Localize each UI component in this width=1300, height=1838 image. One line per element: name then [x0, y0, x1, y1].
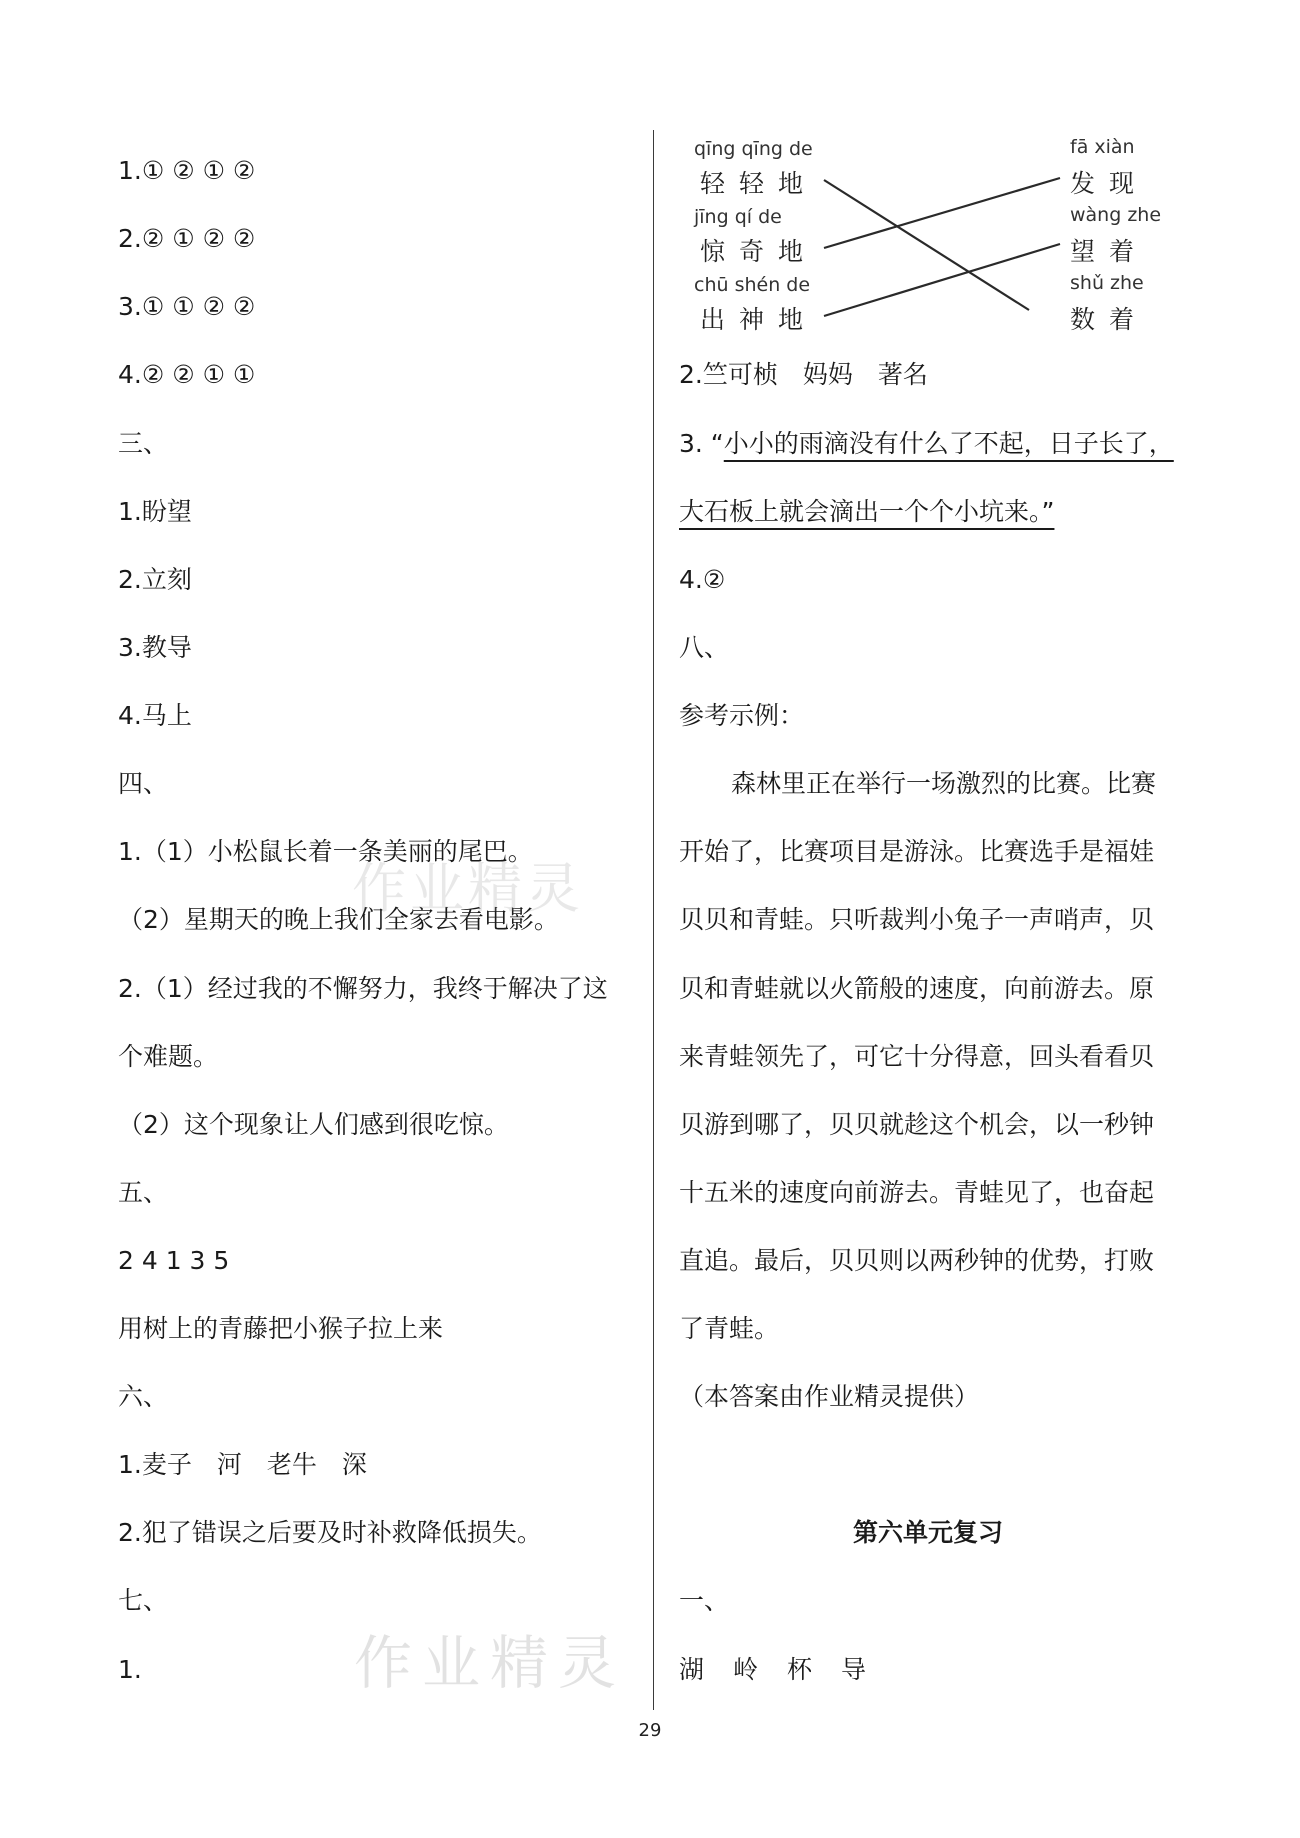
essay-line: 了青蛙。	[679, 1314, 780, 1343]
pinyin-label: shǔ zhe	[1070, 272, 1144, 294]
hanzi-label: 惊奇地	[700, 237, 818, 266]
essay-line: 十五米的速度向前游去。青蛙见了，也奋起	[679, 1178, 1155, 1207]
answer-line: 2.立刻	[118, 565, 192, 594]
pinyin-label: chū shén de	[694, 274, 811, 296]
pinyin-label: jīng qí de	[694, 206, 782, 228]
match-line	[824, 180, 1029, 310]
hanzi-label: 望着	[1070, 237, 1149, 266]
answer-line: 湖 岭 杯 导	[679, 1655, 869, 1684]
underlined-quote: 小小的雨滴没有什么了不起，日子长了，	[723, 429, 1174, 458]
answer-line: 1.麦子 河 老牛 深	[118, 1450, 367, 1479]
matching-diagram	[692, 134, 1192, 334]
hanzi-label: 发现	[1070, 169, 1149, 198]
section-heading: 八、	[679, 633, 730, 662]
pinyin-label: wàng zhe	[1070, 204, 1162, 226]
match-line	[824, 178, 1060, 248]
essay-line: 森林里正在举行一场激烈的比赛。比赛	[731, 769, 1157, 798]
section-heading: 三、	[118, 429, 169, 458]
essay-line: 直追。最后，贝贝则以两秒钟的优势，打败	[679, 1246, 1155, 1275]
matching-lines	[692, 134, 1192, 334]
underlined-quote: 大石板上就会滴出一个个小坑来。”	[679, 497, 1055, 526]
answer-line: 3.教导	[118, 633, 192, 662]
section-heading: 六、	[118, 1382, 169, 1411]
answer-line: 1.	[118, 1655, 142, 1684]
answer-line: 1.盼望	[118, 497, 192, 526]
quote-prefix: 3. “	[679, 429, 724, 458]
answer-line	[679, 427, 1174, 461]
watermark-stamp: 作业精灵	[352, 857, 584, 920]
answer-line: 4.马上	[118, 701, 192, 730]
credit-note: （本答案由作业精灵提供）	[679, 1382, 980, 1411]
answer-line: 2.（1）经过我的不懈努力，我终于解决了这	[118, 974, 608, 1003]
essay-line: 贝游到哪了，贝贝就趁这个机会，以一秒钟	[679, 1110, 1155, 1139]
answer-line: 2.② ① ② ②	[118, 224, 256, 253]
hanzi-label: 出神地	[700, 305, 818, 334]
watermark-text: 作业精灵	[354, 1629, 627, 1697]
section-heading: 一、	[679, 1586, 730, 1615]
essay-line: 开始了，比赛项目是游泳。比赛选手是福娃	[679, 837, 1155, 866]
pinyin-label: fā xiàn	[1070, 136, 1135, 158]
answer-line: 2 4 1 3 5	[118, 1246, 230, 1275]
answer-line: 3.① ① ② ②	[118, 292, 256, 321]
reference-label: 参考示例：	[679, 701, 805, 730]
answer-line: （2）星期天的晚上我们全家去看电影。	[118, 905, 559, 934]
answer-line: 用树上的青藤把小猴子拉上来	[118, 1314, 444, 1343]
essay-line: 贝和青蛙就以火箭般的速度，向前游去。原	[679, 974, 1155, 1003]
answer-line: 2.犯了错误之后要及时补救降低损失。	[118, 1518, 542, 1547]
hanzi-label: 数着	[1070, 305, 1149, 334]
essay-line: 贝贝和青蛙。只听裁判小兔子一声哨声，贝	[679, 905, 1155, 934]
section-heading: 四、	[118, 769, 169, 798]
column-divider	[653, 130, 654, 1710]
section-heading: 七、	[118, 1586, 169, 1615]
answer-line: （2）这个现象让人们感到很吃惊。	[118, 1110, 509, 1139]
hanzi-label: 轻轻地	[700, 169, 818, 198]
answer-line: 1.① ② ① ②	[118, 156, 256, 185]
answer-line: 1.（1）小松鼠长着一条美丽的尾巴。	[118, 837, 533, 866]
answer-line: 个难题。	[118, 1042, 219, 1071]
answer-line: 4.②	[679, 565, 726, 594]
pinyin-label: qīng qīng de	[694, 138, 813, 160]
section-heading: 五、	[118, 1178, 169, 1207]
page-number: 29	[638, 1720, 662, 1741]
answer-line: 2.竺可桢 妈妈 著名	[679, 360, 928, 389]
essay-line: 来青蛙领先了，可它十分得意，回头看看贝	[679, 1042, 1155, 1071]
answer-line: 4.② ② ① ①	[118, 360, 256, 389]
unit-title: 第六单元复习	[853, 1518, 1004, 1547]
